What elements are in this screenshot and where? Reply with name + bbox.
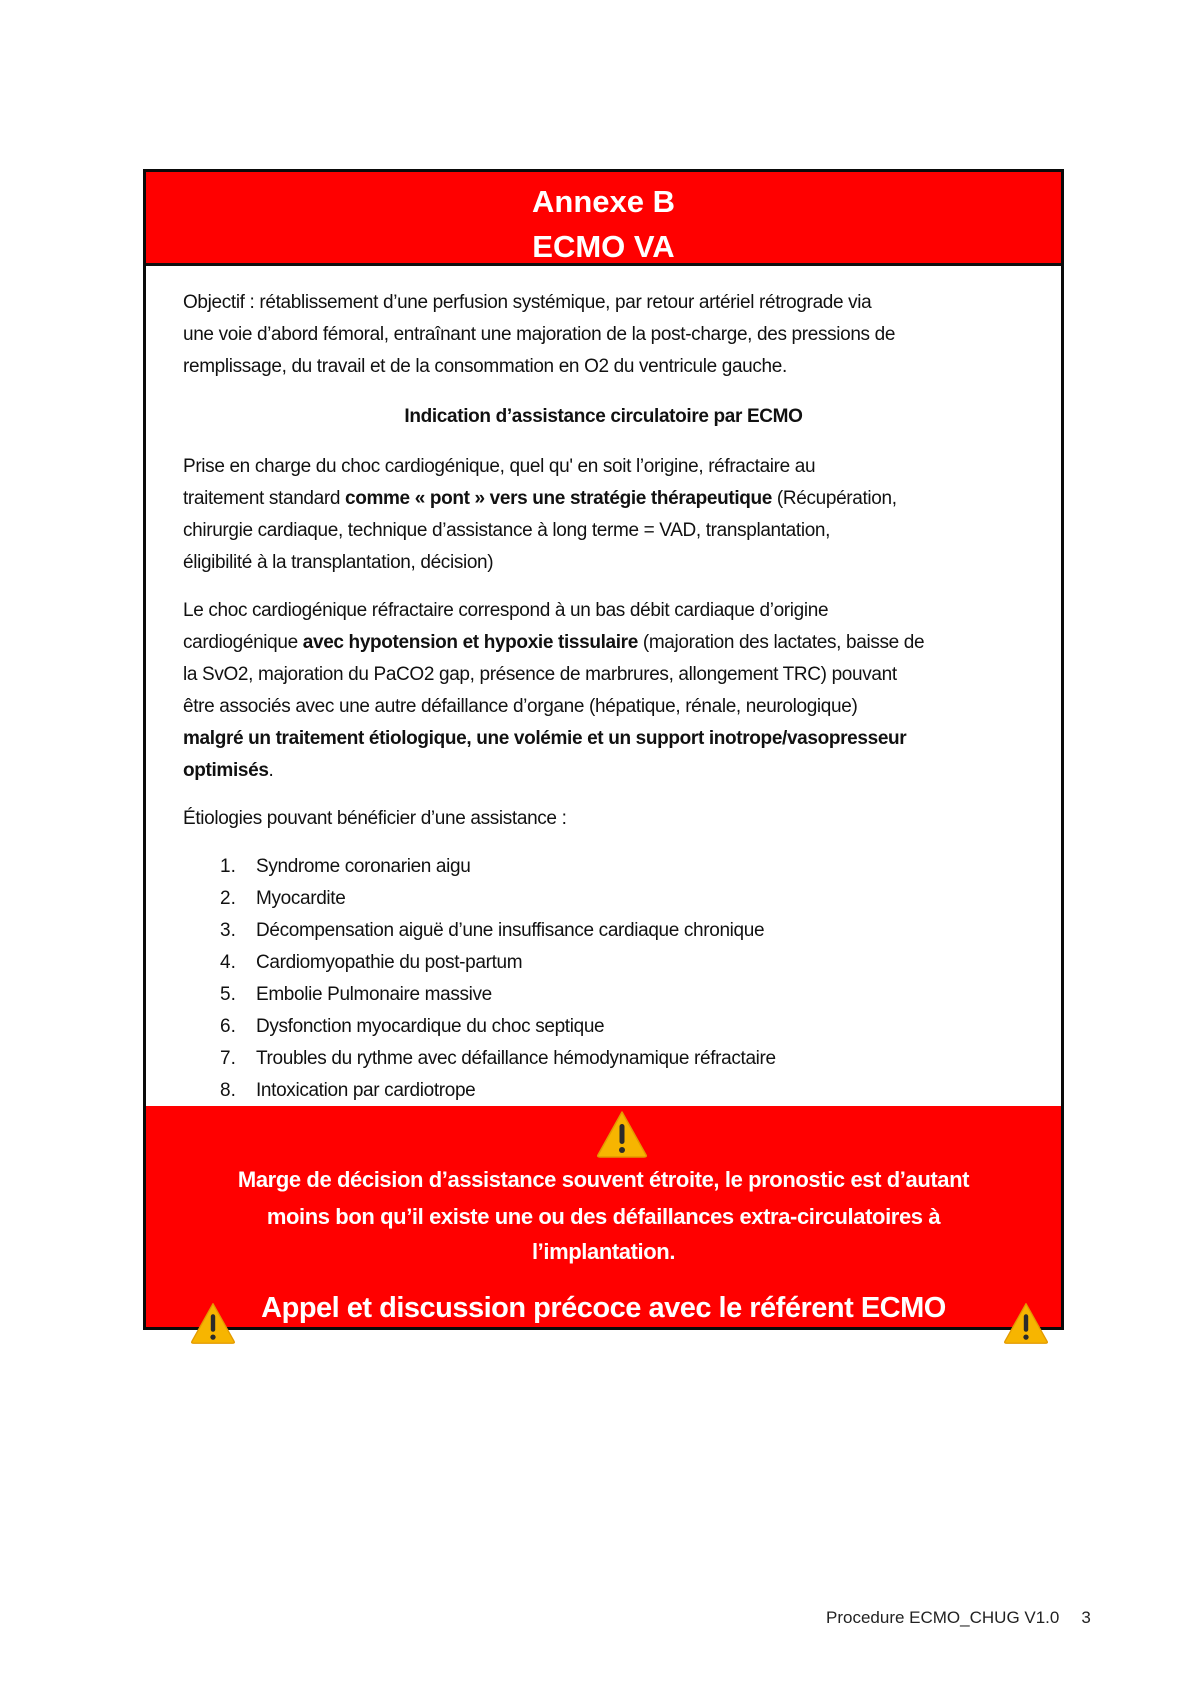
list-item: Syndrome coronarien aigu <box>256 856 471 877</box>
list-item-number: 8. <box>220 1080 236 1101</box>
para2-line-2 <box>183 631 924 655</box>
para2-emphasis: avec hypotension et hypoxie tissulaire <box>302 632 638 653</box>
objectif-line-1: Objectif : rétablissement d’une perfusion systémique, par retour artériel rétrograde via <box>183 292 872 313</box>
warning-triangle-icon <box>596 1109 648 1164</box>
para2-emphasis: optimisés <box>183 760 269 781</box>
para1-line-1: Prise en charge du choc cardiogénique, quel qu' en soit l’origine, réfractaire au <box>183 456 816 477</box>
warning-panel <box>146 1106 1061 1327</box>
objectif-line-2: une voie d’abord fémoral, entraînant une majoration de la post-charge, des pressions de <box>183 324 896 345</box>
page-footer <box>826 1606 1091 1630</box>
list-item-number: 2. <box>220 888 236 909</box>
page-number: 3 <box>1081 1608 1091 1627</box>
para2-line-5 <box>183 727 906 751</box>
list-item-number: 6. <box>220 1016 236 1037</box>
etiologies-intro: Étiologies pouvant bénéficier d’une assistance : <box>183 808 567 829</box>
list-item: Troubles du rythme avec défaillance hémodynamique réfractaire <box>256 1048 776 1069</box>
call-referent-banner: Appel et discussion précoce avec le référent ECMO <box>261 1292 946 1324</box>
para1-line-2 <box>183 487 897 511</box>
list-item: Intoxication par cardiotrope <box>256 1080 476 1101</box>
para1-line-3: chirurgie cardiaque, technique d’assistance à long terme = VAD, transplantation, <box>183 520 831 541</box>
para2-line-4: être associés avec une autre défaillance d’organe (hépatique, rénale, neurologique) <box>183 696 858 717</box>
annex-box <box>143 169 1064 1330</box>
para2-text: cardiogénique <box>183 632 303 653</box>
list-item-number: 5. <box>220 984 236 1005</box>
list-item-number: 1. <box>220 856 236 877</box>
indication-heading: Indication d’assistance circulatoire par ECMO <box>404 406 803 427</box>
warning-line-3: l’implantation. <box>531 1239 676 1264</box>
para1-text: (Récupération, <box>772 488 897 509</box>
list-item: Cardiomyopathie du post-partum <box>256 952 523 973</box>
document-reference: Procedure ECMO_CHUG V1.0 <box>826 1608 1060 1627</box>
list-item-number: 7. <box>220 1048 236 1069</box>
list-item: Décompensation aiguë d’une insuffisance cardiaque chronique <box>256 920 765 941</box>
list-item: Embolie Pulmonaire massive <box>256 984 492 1005</box>
annex-header <box>146 172 1061 266</box>
para1-emphasis: comme « pont » vers une stratégie thérapeutique <box>344 488 772 509</box>
annex-title: Annexe B <box>532 184 675 219</box>
list-item: Myocardite <box>256 888 346 909</box>
list-item: Dysfonction myocardique du choc septique <box>256 1016 605 1037</box>
annex-subtitle: ECMO VA <box>532 229 675 264</box>
objectif-line-3: remplissage, du travail et de la consommation en O2 du ventricule gauche. <box>183 356 787 377</box>
para2-line-1: Le choc cardiogénique réfractaire correspond à un bas débit cardiaque d’origine <box>183 600 829 621</box>
list-item-number: 4. <box>220 952 236 973</box>
para1-line-4: éligibilité à la transplantation, décision) <box>183 552 494 573</box>
para2-text: . <box>268 760 274 781</box>
warning-triangle-icon <box>1003 1301 1049 1350</box>
para2-emphasis: malgré un traitement étiologique, une volémie et un support inotrope/vasopresseur <box>183 728 907 749</box>
para2-text: (majoration des lactates, baisse de <box>637 632 925 653</box>
para2-line-3: la SvO2, majoration du PaCO2 gap, présence de marbrures, allongement TRC) pouvant <box>183 664 897 685</box>
warning-line-2: moins bon qu’il existe une ou des défaillances extra-circulatoires à <box>266 1204 941 1229</box>
para2-line-6 <box>183 759 273 783</box>
list-item-number: 3. <box>220 920 236 941</box>
para1-text: traitement standard <box>183 488 345 509</box>
warning-line-1: Marge de décision d’assistance souvent étroite, le pronostic est d’autant <box>237 1167 970 1192</box>
